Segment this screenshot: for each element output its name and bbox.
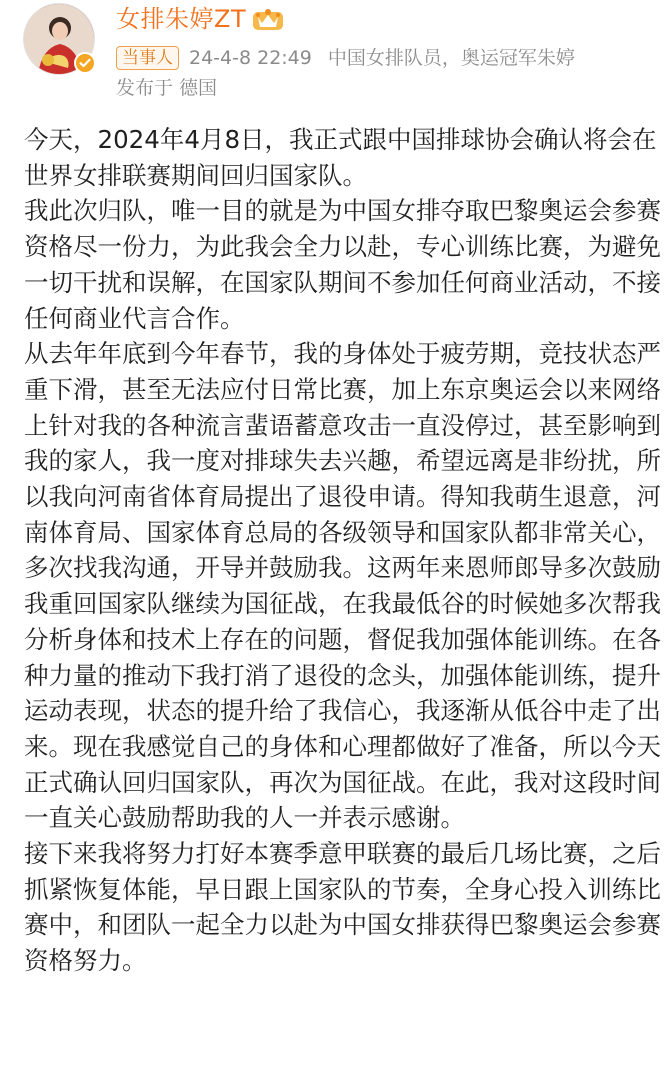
post-paragraph: 从去年年底到今年春节，我的身体处于疲劳期，竞技状态严重下滑，甚至无法应付日常比赛，加上东京奥运会以来网络上针对我的各种流言蜚语蓄意攻击一直没停过，甚至影响到我的家人，我一度对排球失去兴趣，希望远离是非纷扰，所以我向河南省体育局提出了退役申请。得知我萌生退意，河南体育局、国家体育总局的各级领导和国家队都非常关心，多次找我沟通，开导并鼓励我。这两年来恩师郎导多次鼓励我重回国家队继续为国征战，在我最低谷的时候她多次帮我分析身体和技术上存在的问题，督促我加强体能训练。在各种力量的推动下我打消了退役的念头，加强体能训练，提升运动表现，状态的提升给了我信心，我逐渐从低谷中走了出来。现在我感觉自己的身体和心理都做好了准备，所以今天正式确认回归国家队，再次为国征战。在此，我对这段时间一直关心鼓励帮助我的人一并表示感谢。 (24, 339, 661, 833)
post-header (0, 0, 668, 110)
post-time: 24-4-8 22:49 (189, 47, 312, 69)
post-meta (116, 44, 575, 72)
vip-crown-icon[interactable] (252, 6, 284, 32)
post-paragraph: 今天，2024年4月8日，我正式跟中国排球协会确认将会在世界女排联赛期间回归国家队。 (24, 125, 657, 190)
username[interactable]: 女排朱婷ZT (116, 5, 247, 33)
username-row (116, 4, 284, 34)
post-paragraph: 接下来我将努力打好本赛季意甲联赛的最后几场比赛，之后抓紧恢复体能，早日跟上国家队的节奏，全身心投入训练比赛中，和团队一起全力以赴为中国女排获得巴黎奥运会参赛资格努力。 (24, 839, 661, 976)
verified-badge-icon (74, 52, 96, 74)
avatar-container[interactable] (24, 4, 94, 74)
post-body (24, 122, 668, 979)
post-source: 中国女排队员，奥运冠军朱婷 (327, 47, 575, 69)
post-location: 发布于 德国 (116, 77, 218, 99)
post-paragraph: 我此次归队，唯一目的就是为中国女排夺取巴黎奥运会参赛资格尽一份力，为此我会全力以赴，专心训练比赛，为避免一切干扰和误解，在国家队期间不参加任何商业活动，不接任何商业代言合作。 (24, 196, 661, 333)
party-tag: 当事人 (116, 46, 179, 70)
